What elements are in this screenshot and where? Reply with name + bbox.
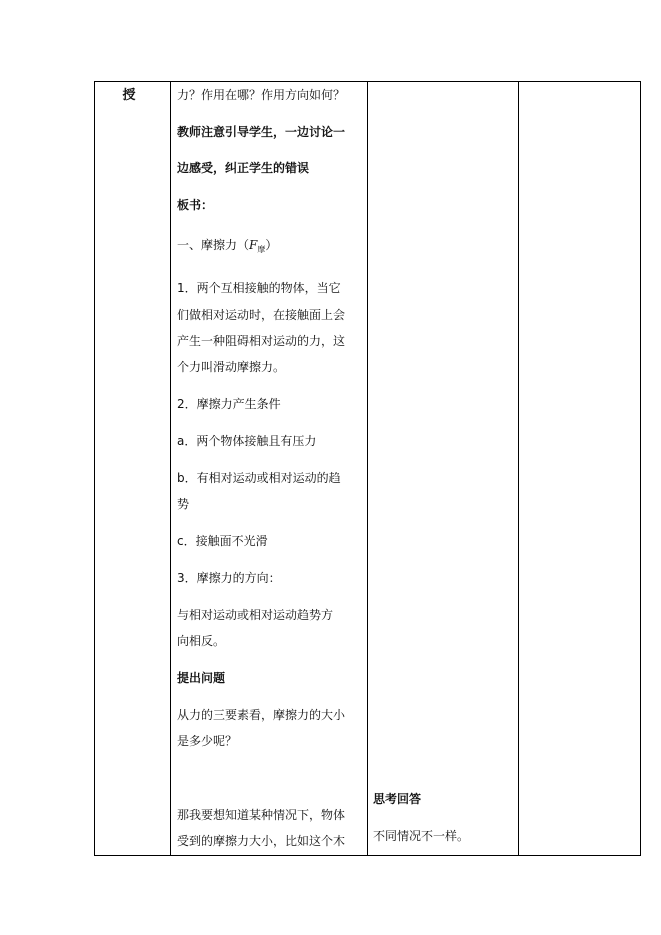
condition-item: a．两个物体接触且有压力 (177, 434, 317, 448)
definition-line: 们做相对运动时，在接触面上会 (177, 308, 346, 322)
condition-item: b．有相对运动或相对运动的趋 (177, 471, 341, 485)
notes-column (519, 82, 640, 855)
direction-title: 3．摩擦力的方向： (177, 571, 281, 585)
teacher-activity-column (171, 82, 367, 855)
condition-item: 势 (177, 497, 190, 511)
question-label: 提出问题 (177, 671, 226, 685)
direction-line: 与相对运动或相对运动趋势方 (177, 608, 334, 622)
student-activity-label: 思考回答 (373, 792, 422, 806)
text-line: 力？作用在哪？作用方向如何？ (177, 88, 346, 102)
question-line: 是多少呢？ (177, 734, 238, 748)
student-answer: 不同情况不一样。 (373, 829, 470, 843)
board-label: 板书： (177, 198, 214, 212)
force-subscript: 摩 (257, 245, 266, 254)
question-line: 从力的三要素看，摩擦力的大小 (177, 708, 346, 722)
stage-column (95, 82, 170, 855)
text-line: 那我要想知道某种情况下，物体 (177, 808, 346, 822)
heading-suffix: ） (265, 238, 278, 252)
definition-line: 1．两个互相接触的物体，当它 (177, 281, 341, 295)
teacher-note: 教师注意引导学生，一边讨论一 (177, 125, 346, 139)
direction-line: 向相反。 (177, 634, 226, 648)
condition-item: c．接触面不光滑 (177, 534, 268, 548)
lesson-table (94, 81, 641, 856)
teacher-note: 边感受，纠正学生的错误 (177, 161, 310, 175)
conditions-title: 2．摩擦力产生条件 (177, 397, 281, 411)
section-heading (177, 232, 363, 263)
student-activity-column (368, 82, 518, 855)
stage-label: 授 (122, 88, 136, 103)
text-line: 受到的摩擦力大小，比如这个木 (177, 834, 346, 848)
heading-prefix: 一、摩擦力（ (177, 238, 250, 252)
definition-line: 个力叫滑动摩擦力。 (177, 360, 286, 374)
definition-line: 产生一种阻碍相对运动的力，这 (177, 334, 346, 348)
force-variable: F (249, 238, 258, 252)
